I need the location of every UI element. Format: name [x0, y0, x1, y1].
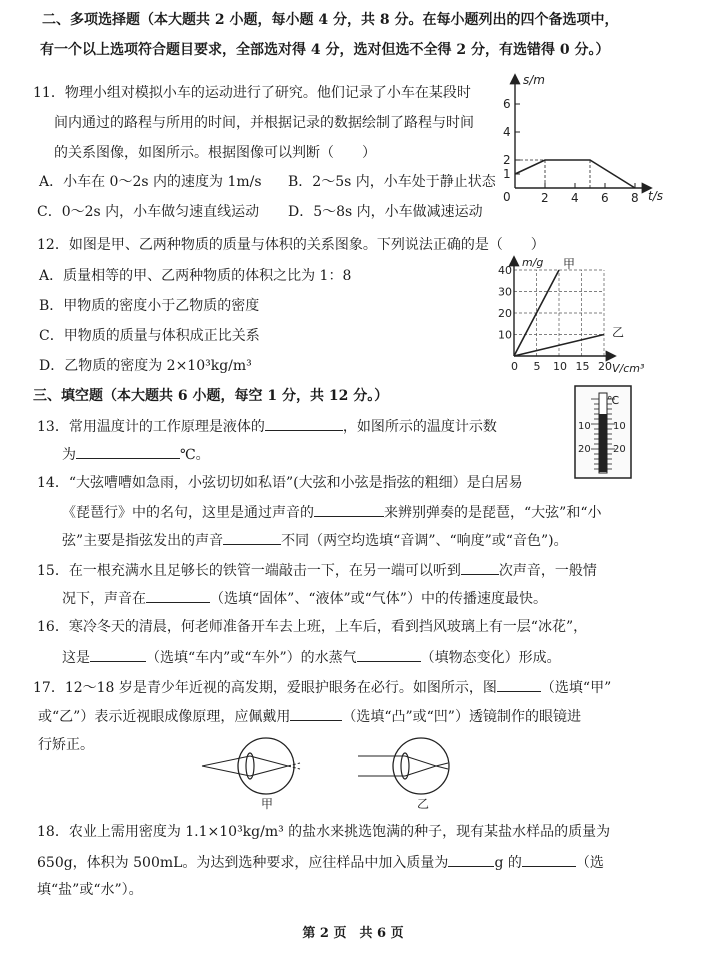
- q17-label-jia: 甲: [261, 797, 274, 811]
- q13-thermo-unit: ℃: [607, 394, 620, 407]
- q15-blank-1: [461, 560, 499, 575]
- q16-blank-2: [357, 647, 421, 662]
- q12-xtick-label: 10: [553, 360, 567, 373]
- q16-line1: 16．寒冷冬天的清晨，何老师准备开车去上班，上车后，看到挡风玻璃上有一层“冰花”，: [37, 619, 588, 635]
- q13-mark-left-10: 10: [578, 421, 591, 432]
- q18-text-1: 650g，体积为 500mL。为达到选种要求，应往样品中加入质量为: [37, 855, 449, 871]
- q12-option-d: D．乙物质的密度为 2×10³kg/m³: [39, 358, 252, 374]
- q11-xtick-label: 4: [571, 191, 579, 205]
- q13-thermometer: [574, 385, 634, 480]
- q11-option-a: A．小车在 0～2s 内的速度为 1m/s: [39, 174, 262, 190]
- q17-blank-1: [497, 677, 541, 692]
- q12-ytick-label: 40: [498, 264, 512, 277]
- q13-line2: [62, 444, 210, 464]
- q12-option-b: B．甲物质的密度小于乙物质的密度: [39, 298, 260, 314]
- q17-label-yi: 乙: [417, 797, 430, 811]
- q12-ytick-label: 30: [498, 285, 512, 299]
- q12-stem: 12．如图是甲、乙两种物质的质量与体积的关系图象。下列说法正确的是（ ）: [37, 237, 545, 253]
- q14-line3: [62, 530, 568, 550]
- q14-text-1: 《琵琶行》中的名句，这里是通过声音的: [62, 505, 314, 521]
- q11-y-label: s/m: [523, 73, 545, 87]
- q17-eye-jia: [202, 738, 300, 794]
- q14-text-4: 不同（两空均选填“音调”、“响度”或“音色”)。: [281, 533, 568, 549]
- q11-stem-line2: 间内通过的路程与所用的时间，并根据记录的数据绘制了路程与时间: [54, 115, 474, 131]
- q17-eye-diagrams: [196, 722, 506, 814]
- q11-ytick-label: 2: [503, 153, 511, 167]
- q18-text-3: （选: [575, 855, 604, 871]
- q12-ytick-label: 20: [498, 307, 512, 320]
- q12-series-yi-line: [514, 335, 604, 357]
- q18-blank-2: [522, 852, 576, 867]
- q15-line1: [37, 560, 597, 580]
- q13-text-2: ，如图所示的温度计示数: [342, 419, 497, 435]
- q11-st-graph: [493, 68, 693, 208]
- q11-ytick-label: 6: [503, 97, 511, 111]
- q16-text-1: 这是: [62, 650, 90, 666]
- q11-x-label: t/s: [648, 189, 663, 203]
- q13-line1: [37, 416, 497, 436]
- q12-x-label: V/cm³: [612, 362, 645, 375]
- q11-xtick-label: 6: [601, 191, 609, 205]
- q12-xtick-label: 15: [575, 360, 590, 373]
- q14-blank-1: [314, 502, 384, 517]
- q18-line1: 18．农业上需用密度为 1.1×10³kg/m³ 的盐水来挑选饱满的种子，现有某盐水样品的质量为: [37, 824, 611, 840]
- q11-option-b: B．2～5s 内，小车处于静止状态: [288, 174, 496, 190]
- q14-line2: [62, 502, 601, 522]
- q16-text-3: （填物态变化）形成。: [420, 650, 561, 666]
- q12-option-a: A．质量相等的甲、乙两种物质的体积之比为 1：8: [39, 268, 352, 284]
- section3-heading: 三、填空题（本大题共 6 小题，每空 1 分，共 12 分。）: [33, 388, 389, 404]
- q11-xtick-label: 2: [541, 191, 549, 205]
- q15-text-2: 次声音，一般情: [498, 563, 597, 579]
- q11-ytick-label: 4: [503, 125, 511, 139]
- q17-line3: 行矫正。: [38, 737, 94, 753]
- q16-line2: [62, 647, 561, 667]
- page-footer: 第 2 页 共 6 页: [302, 926, 404, 941]
- q12-option-c: C．甲物质的质量与体积成正比关系: [39, 328, 260, 344]
- q13-text-1: 13．常用温度计的工作原理是液体的: [37, 419, 265, 435]
- q13-mark-right-10: 10: [613, 421, 626, 432]
- q12-xtick-label: 0: [511, 360, 518, 373]
- q11-option-d: D．5～8s 内，小车做减速运动: [288, 204, 483, 220]
- section2-heading-line1: 二、多项选择题（本大题共 2 小题，每小题 4 分，共 8 分。在每小题列出的四个备选项中，: [42, 12, 619, 28]
- q17-text-2: （选填“甲”: [540, 680, 612, 696]
- q18-text-2: g 的: [494, 855, 522, 871]
- q17-eye-yi: [358, 738, 449, 794]
- q17-line1: [33, 677, 611, 697]
- q12-mv-graph: [492, 252, 662, 377]
- q14-text-3: 弦”主要是指弦发出的声音: [62, 533, 224, 549]
- q11-origin-label: 0: [503, 190, 511, 204]
- q12-series-jia-label: 甲: [563, 257, 576, 271]
- q18-line2: [37, 852, 604, 872]
- q17-text-1: 17．12～18 岁是青少年近视的高发期，爱眼护眼务在必行。如图所示，图: [33, 680, 497, 696]
- q11-xtick-label: 8: [631, 191, 639, 205]
- q13-mark-right-20: 20: [613, 444, 626, 455]
- q17-text-4: （选填“凸”或“凹”）透镜制作的眼镜进: [342, 709, 581, 725]
- q17-text-3: 或“乙”）表示近视眼成像原理，应佩戴用: [38, 709, 291, 725]
- q14-line1: 14．“大弦嘈嘈如急雨，小弦切切如私语”(大弦和小弦是指弦的粗细）是白居易: [37, 475, 523, 491]
- q13-blank-1: [265, 416, 343, 431]
- q18-blank-1: [448, 852, 494, 867]
- q14-blank-2: [223, 530, 281, 545]
- q14-text-2: 来辨别弹奏的是琵琶，“大弦”和“小: [384, 505, 602, 521]
- q17-blank-2: [290, 706, 342, 721]
- q11-stem-line3: 的关系图像，如图所示。根据图像可以判断（ ）: [54, 145, 376, 161]
- q13-thermo-liquid: [600, 414, 607, 472]
- q15-blank-2: [146, 588, 210, 603]
- q11-stem-line1: 11．物理小组对模拟小车的运动进行了研究。他们记录了小车在某段时: [33, 85, 471, 101]
- q12-xtick-label: 5: [533, 360, 541, 373]
- q15-text-4: （选填“固体”、“液体”或“气体”）中的传播速度最快。: [210, 591, 547, 607]
- q13-text-3: 为: [62, 447, 76, 463]
- q12-xtick-label: 20: [598, 360, 612, 373]
- q12-ytick-label: 10: [498, 328, 512, 342]
- q13-text-4: ℃。: [180, 447, 210, 463]
- q12-series-yi-label: 乙: [612, 325, 625, 340]
- q12-y-label: m/g: [522, 256, 544, 269]
- q11-ytick-label: 1: [503, 167, 511, 181]
- q15-line2: [62, 588, 547, 608]
- q11-option-c: C．0～2s 内，小车做匀速直线运动: [37, 204, 260, 220]
- q16-text-2: （选填“车内”或“车外”）的水蒸气: [146, 650, 357, 666]
- q13-mark-left-20: 20: [578, 444, 591, 455]
- section2-heading-line2: 有一个以上选项符合题目要求，全部选对得 4 分，选对但选不全得 2 分，有选错得 0 分。）: [40, 42, 610, 58]
- q15-text-3: 况下，声音在: [62, 591, 146, 607]
- q13-blank-2: [76, 444, 180, 459]
- q16-blank-1: [90, 647, 146, 662]
- q18-line3: 填“盐”或“水”）。: [37, 882, 143, 898]
- q15-text-1: 15．在一根充满水且足够长的铁管一端敲击一下，在另一端可以听到: [37, 563, 461, 579]
